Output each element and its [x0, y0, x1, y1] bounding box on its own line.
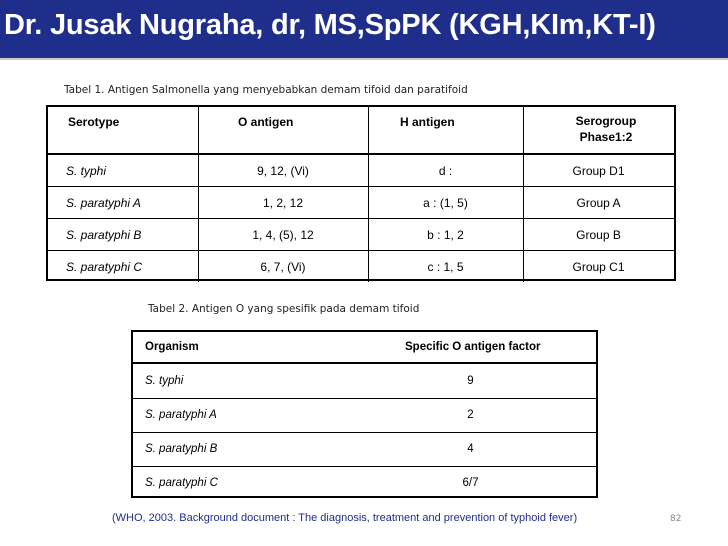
table-row	[133, 432, 596, 467]
serotype-cell: S. paratyphi C	[66, 259, 143, 274]
table-row	[48, 251, 674, 282]
page-number: 82	[670, 514, 682, 524]
h-antigen-cell: c : 1, 5	[427, 259, 464, 274]
specific-o-antigen-table	[131, 330, 598, 498]
column-divider	[523, 107, 524, 153]
table-row	[48, 155, 674, 187]
table-header-row	[48, 107, 674, 155]
header-organism: Organism	[145, 341, 199, 353]
table2-caption: Tabel 2. Antigen O yang spesifik pada demam tifoid	[148, 303, 420, 315]
table-row	[133, 466, 596, 500]
o-factor-cell: 6/7	[462, 477, 479, 489]
table-header-row	[133, 332, 596, 364]
header-h-antigen: H antigen	[400, 115, 455, 129]
table-row	[133, 398, 596, 433]
o-antigen-cell: 9, 12, (Vi)	[257, 163, 309, 178]
table-row	[48, 219, 674, 251]
serotype-cell: S. paratyphi A	[66, 195, 141, 210]
slide-title: Dr. Jusak Nugraha, dr, MS,SpPK (KGH,KIm,KT-I)	[4, 9, 656, 41]
header-serogroup: Serogroup Phase1:2	[575, 114, 637, 144]
serogroup-cell: Group B	[576, 227, 621, 242]
reference-citation: (WHO, 2003. Background document : The diagnosis, treatment and prevention of typhoid fever)	[112, 512, 578, 524]
column-divider	[368, 107, 369, 153]
o-antigen-cell: 1, 4, (5), 12	[252, 227, 314, 242]
header-o-antigen: O antigen	[238, 115, 294, 129]
o-antigen-cell: 1, 2, 12	[262, 195, 304, 210]
serogroup-cell: Group A	[576, 195, 621, 210]
organism-cell: S. paratyphi A	[145, 409, 217, 421]
header-o-antigen-factor: Specific O antigen factor	[405, 341, 541, 353]
table-row	[48, 187, 674, 219]
column-divider	[198, 107, 199, 153]
o-factor-cell: 9	[467, 375, 474, 387]
h-antigen-cell: a : (1, 5)	[423, 195, 468, 210]
organism-cell: S. paratyphi B	[145, 443, 218, 455]
organism-cell: S. typhi	[145, 375, 184, 387]
serogroup-cell: Group C1	[572, 259, 625, 274]
o-factor-cell: 2	[467, 409, 474, 421]
serogroup-cell: Group D1	[572, 163, 625, 178]
organism-cell: S. paratyphi C	[145, 477, 218, 489]
header-serotype: Serotype	[68, 115, 120, 129]
serotype-cell: S. paratyphi B	[66, 227, 142, 242]
table1-caption: Tabel 1. Antigen Salmonella yang menyebabkan demam tifoid dan paratifoid	[64, 84, 468, 96]
h-antigen-cell: d :	[438, 163, 453, 178]
title-bar	[0, 0, 728, 58]
title-divider	[0, 58, 728, 60]
serotype-cell: S. typhi	[66, 163, 107, 178]
h-antigen-cell: b : 1, 2	[427, 227, 464, 242]
o-factor-cell: 4	[467, 443, 474, 455]
table-row	[133, 364, 596, 399]
o-antigen-cell: 6, 7, (Vi)	[260, 259, 306, 274]
salmonella-antigen-table	[46, 105, 676, 281]
